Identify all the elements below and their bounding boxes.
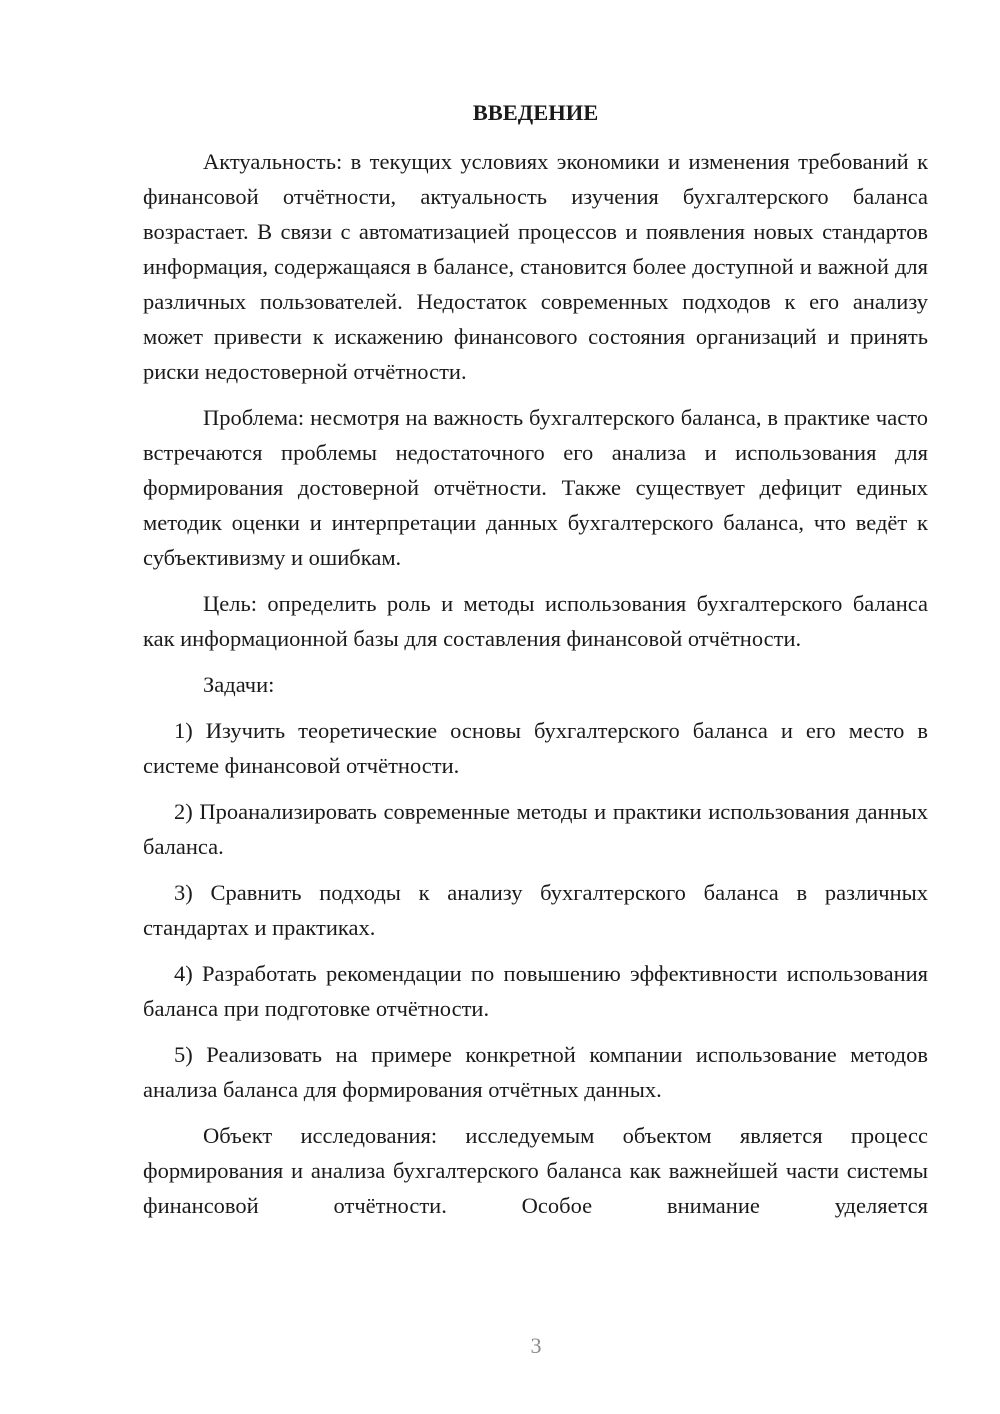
task-item-1: 1) Изучить теоретические основы бухгалтерского баланса и его место в системе финансовой отчётности. <box>143 718 928 778</box>
paragraph-goal: Цель: определить роль и методы использования бухгалтерского баланса как информационной базы для составления финансовой отчётности. <box>143 591 928 651</box>
task-item-5: 5) Реализовать на примере конкретной компании использование методов анализа баланса для формирования отчётных данных. <box>143 1042 928 1102</box>
page-body <box>143 98 928 1223</box>
section-title <box>143 98 928 128</box>
task-item-2: 2) Проанализировать современные методы и практики использования данных баланса. <box>143 799 928 859</box>
page-number: 3 <box>530 1333 542 1358</box>
paragraph-relevance: Актуальность: в текущих условиях экономики и изменения требований к финансовой отчётности, актуальность изучения бухгалтерского баланса возрастает. В связи с автоматизацией процессов и появления новых стандартов информация, содержащаяся в балансе, становится более доступной и важной для различных пользователей. Недостаток современных подходов к его анализу может привести к искажению финансового состояния организаций и принять риски недостоверной отчётности. <box>143 149 928 384</box>
tasks-heading: Задачи: <box>203 672 275 697</box>
task-item-4: 4) Разработать рекомендации по повышению эффективности использования баланса при подготовке отчётности. <box>143 961 928 1021</box>
task-item-3: 3) Сравнить подходы к анализу бухгалтерского баланса в различных стандартах и практиках. <box>143 880 928 940</box>
section-title-text: ВВЕДЕНИЕ <box>472 100 599 125</box>
paragraph-object: Объект исследования: исследуемым объектом является процесс формирования и анализа бухгалтерского баланса как важнейшей части системы финансовой отчётности. Особое внимание уделяется <box>143 1123 928 1218</box>
paragraph-problem: Проблема: несмотря на важность бухгалтерского баланса, в практике часто встречаются проблемы недостаточного его анализа и использования для формирования достоверной отчётности. Также существует дефицит единых методик оценки и интерпретации данных бухгалтерского баланса, что ведёт к субъективизму и ошибкам. <box>143 405 928 570</box>
